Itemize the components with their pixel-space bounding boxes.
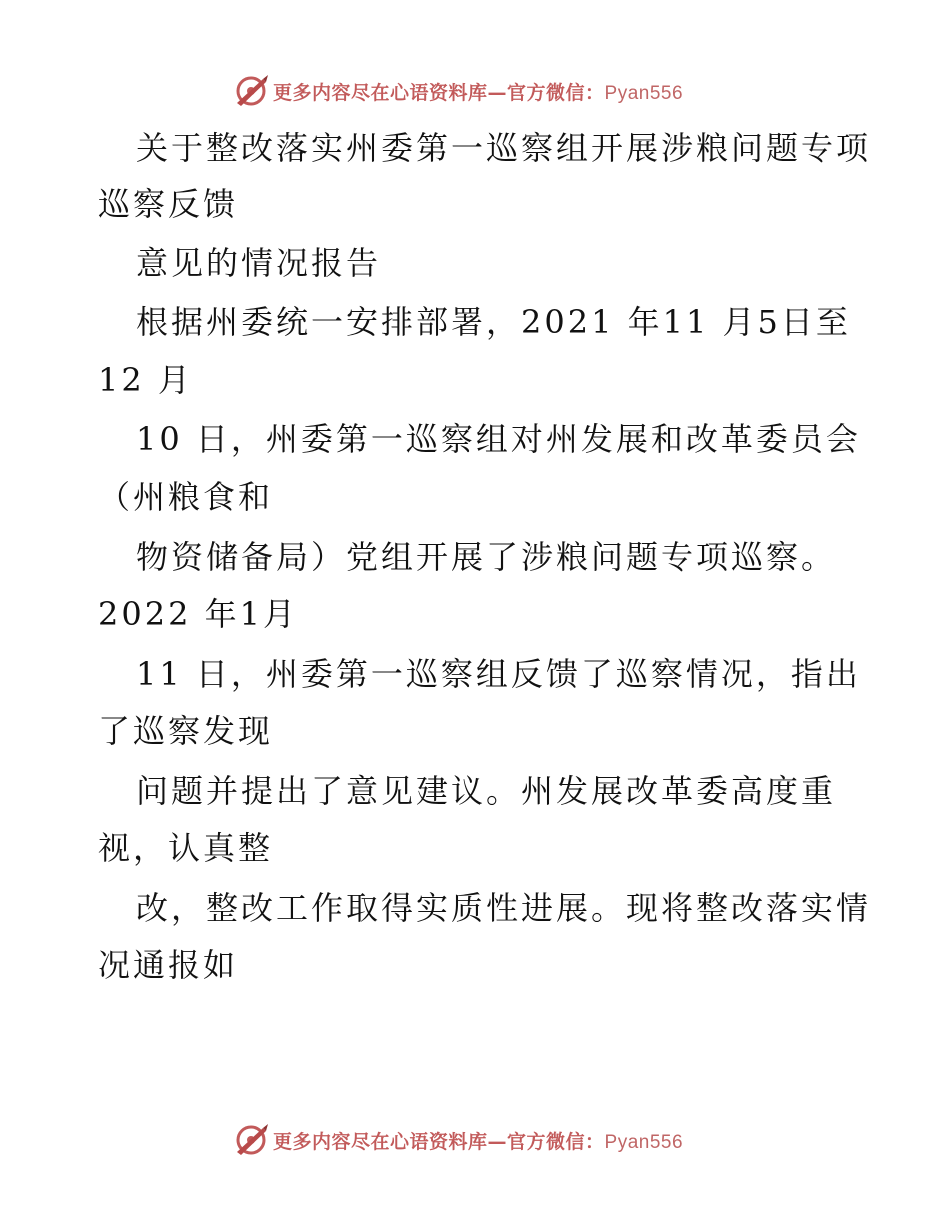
- quill-seal-icon: [233, 1122, 269, 1158]
- text-line: （州粮食和: [98, 478, 274, 516]
- text-line: 根据州委统一安排部署，2021 年11 月5日至: [136, 303, 851, 341]
- text-line: 12 月: [98, 361, 193, 399]
- text-line: 物资储备局）党组开展了涉粮问题专项巡察。: [136, 538, 837, 576]
- text-line: 意见的情况报告: [136, 244, 382, 282]
- text-line: 问题并提出了意见建议。州发展改革委高度重: [136, 772, 837, 810]
- text-line: 了巡察发现: [98, 712, 274, 750]
- watermark-label: 更多内容尽在心语资料库—官方微信：: [273, 1130, 605, 1153]
- quill-seal-icon: [233, 73, 269, 109]
- watermark-text: [273, 78, 683, 105]
- text-line: 10 日，州委第一巡察组对州发展和改革委员会: [136, 420, 861, 458]
- text-line: 关于整改落实州委第一巡察组开展涉粮问题专项: [136, 129, 872, 167]
- text-line: 视，认真整: [98, 829, 274, 867]
- watermark-text: [273, 1127, 683, 1154]
- watermark-label: 更多内容尽在心语资料库—官方微信：: [273, 81, 605, 104]
- header-watermark: [233, 73, 683, 109]
- footer-watermark: [233, 1122, 683, 1158]
- text-line: 改，整改工作取得实质性进展。现将整改落实情: [136, 889, 872, 927]
- text-line: 2022 年1月: [98, 595, 298, 633]
- watermark-handle: Pyan556: [604, 1131, 684, 1153]
- watermark-handle: Pyan556: [604, 82, 684, 104]
- text-line: 况通报如: [98, 946, 239, 984]
- text-line: 11 日，州委第一巡察组反馈了巡察情况，指出: [136, 655, 861, 693]
- text-line: 巡察反馈: [98, 185, 239, 223]
